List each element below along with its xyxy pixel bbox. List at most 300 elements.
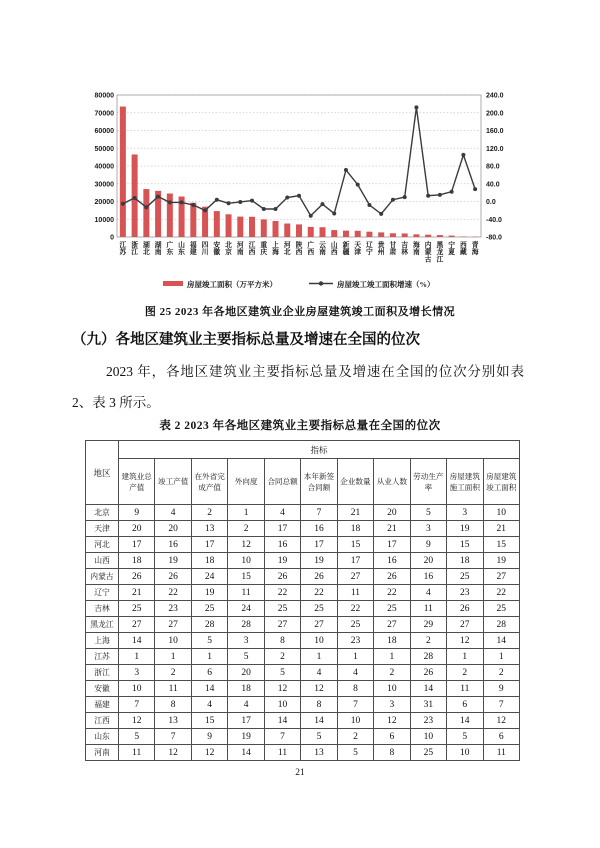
rank-cell: 8 bbox=[301, 697, 337, 713]
row-header-region: 天津 bbox=[86, 521, 119, 537]
bar bbox=[355, 231, 361, 237]
rank-cell: 10 bbox=[447, 745, 483, 761]
column-header: 在外省完成产值 bbox=[191, 459, 227, 505]
rank-cell: 22 bbox=[374, 585, 410, 601]
rank-cell: 15 bbox=[483, 537, 519, 553]
column-header: 建筑业总产值 bbox=[119, 459, 155, 505]
bar bbox=[437, 235, 443, 237]
rank-cell: 1 bbox=[191, 649, 227, 665]
page-number: 21 bbox=[295, 768, 305, 778]
rank-cell: 19 bbox=[264, 553, 300, 569]
row-header-region: 浙江 bbox=[86, 665, 119, 681]
rank-cell: 4 bbox=[191, 697, 227, 713]
column-header: 外向度 bbox=[228, 459, 264, 505]
rank-cell: 5 bbox=[264, 665, 300, 681]
rank-cell: 15 bbox=[191, 713, 227, 729]
rank-cell: 3 bbox=[228, 633, 264, 649]
left-axis-tick: 80000 bbox=[94, 92, 114, 100]
bar bbox=[413, 234, 419, 237]
rank-cell: 2 bbox=[374, 665, 410, 681]
rank-cell: 27 bbox=[374, 617, 410, 633]
table-2-caption: 表 2 2023 年各地区建筑业主要指标总量在全国的位次 bbox=[159, 420, 441, 432]
table-row bbox=[86, 617, 520, 633]
rank-cell: 22 bbox=[483, 585, 519, 601]
table-row bbox=[86, 681, 520, 697]
rank-cell: 2 bbox=[155, 665, 191, 681]
rank-cell: 20 bbox=[228, 665, 264, 681]
rank-cell: 19 bbox=[483, 553, 519, 569]
rank-cell: 16 bbox=[410, 569, 446, 585]
row-header-region: 辽宁 bbox=[86, 585, 119, 601]
bar bbox=[296, 224, 302, 237]
bar bbox=[449, 236, 455, 237]
rank-cell: 4 bbox=[337, 665, 373, 681]
row-header-region: 上海 bbox=[86, 633, 119, 649]
table-row bbox=[86, 697, 520, 713]
line-marker bbox=[250, 199, 254, 203]
bar bbox=[331, 230, 337, 237]
bar bbox=[378, 232, 384, 237]
rank-cell: 17 bbox=[264, 521, 300, 537]
rank-table bbox=[85, 440, 520, 761]
right-axis-tick: 80.0 bbox=[486, 163, 500, 171]
rank-cell: 27 bbox=[119, 617, 155, 633]
rank-cell: 19 bbox=[155, 553, 191, 569]
figure-25-chart bbox=[83, 85, 513, 297]
rank-cell: 26 bbox=[447, 601, 483, 617]
table-row bbox=[86, 633, 520, 649]
rank-cell: 9 bbox=[410, 537, 446, 553]
row-header-region: 内蒙古 bbox=[86, 569, 119, 585]
line-marker bbox=[379, 212, 383, 216]
rank-cell: 4 bbox=[155, 505, 191, 521]
rank-cell: 26 bbox=[264, 569, 300, 585]
x-axis-label: 北京 bbox=[225, 242, 232, 257]
row-header-region: 山东 bbox=[86, 729, 119, 745]
rank-cell: 25 bbox=[301, 601, 337, 617]
bar bbox=[237, 217, 243, 237]
row-header-region: 江西 bbox=[86, 713, 119, 729]
rank-cell: 9 bbox=[483, 681, 519, 697]
row-header-region: 北京 bbox=[86, 505, 119, 521]
rank-cell: 20 bbox=[119, 521, 155, 537]
line-marker bbox=[121, 202, 125, 206]
rank-cell: 25 bbox=[447, 569, 483, 585]
bar-line-chart bbox=[83, 85, 513, 297]
column-header: 从业人数 bbox=[374, 459, 410, 505]
rank-cell: 18 bbox=[119, 553, 155, 569]
line-marker bbox=[426, 194, 430, 198]
rank-cell: 3 bbox=[410, 521, 446, 537]
bar bbox=[143, 189, 149, 237]
x-axis-label: 福建 bbox=[189, 242, 197, 257]
x-axis-label: 青海 bbox=[471, 242, 479, 257]
x-axis-label: 贵州 bbox=[377, 242, 385, 257]
x-axis-label: 湖北 bbox=[142, 242, 150, 257]
line-marker bbox=[320, 202, 324, 206]
rank-cell: 14 bbox=[228, 745, 264, 761]
rank-cell: 6 bbox=[483, 729, 519, 745]
bar bbox=[343, 231, 349, 237]
rank-cell: 5 bbox=[191, 633, 227, 649]
left-axis-tick: 0 bbox=[110, 234, 114, 242]
rank-cell: 5 bbox=[301, 729, 337, 745]
rank-cell: 7 bbox=[483, 697, 519, 713]
rank-cell: 17 bbox=[228, 713, 264, 729]
rank-cell: 5 bbox=[410, 505, 446, 521]
column-header: 企业数量 bbox=[337, 459, 373, 505]
legend-bar-label: 房屋竣工面积（万平方米） bbox=[187, 280, 277, 289]
x-axis-label: 山西 bbox=[330, 242, 338, 257]
legend-line-marker bbox=[319, 281, 323, 285]
line-marker bbox=[168, 200, 172, 204]
x-axis-label: 四川 bbox=[201, 242, 209, 257]
rank-cell: 23 bbox=[337, 633, 373, 649]
rank-cell: 4 bbox=[228, 697, 264, 713]
rank-cell: 12 bbox=[447, 633, 483, 649]
x-axis-label: 黑龙江 bbox=[436, 242, 444, 264]
bar bbox=[284, 224, 290, 237]
rank-cell: 3 bbox=[374, 697, 410, 713]
rank-cell: 6 bbox=[374, 729, 410, 745]
rank-cell: 24 bbox=[191, 569, 227, 585]
rank-cell: 17 bbox=[374, 537, 410, 553]
legend-line-label: 房屋竣工竣工面积增速（%） bbox=[337, 280, 435, 289]
bar bbox=[167, 194, 173, 237]
rank-cell: 21 bbox=[374, 521, 410, 537]
x-axis-label: 陕西 bbox=[295, 242, 303, 257]
table-row bbox=[86, 505, 520, 521]
line-marker bbox=[215, 198, 219, 202]
rank-cell: 26 bbox=[119, 569, 155, 585]
rank-cell: 9 bbox=[191, 729, 227, 745]
table-row bbox=[86, 713, 520, 729]
rank-cell: 15 bbox=[228, 569, 264, 585]
rank-cell: 8 bbox=[155, 697, 191, 713]
right-axis-tick: -40.0 bbox=[486, 216, 502, 224]
table-row bbox=[86, 569, 520, 585]
row-header-region: 福建 bbox=[86, 697, 119, 713]
table-row bbox=[86, 649, 520, 665]
table-row bbox=[86, 521, 520, 537]
x-axis-label: 海南 bbox=[413, 242, 420, 257]
rank-cell: 11 bbox=[228, 585, 264, 601]
rank-table-head bbox=[86, 441, 520, 505]
rank-cell: 1 bbox=[119, 649, 155, 665]
rank-cell: 14 bbox=[191, 681, 227, 697]
row-header-region: 山西 bbox=[86, 553, 119, 569]
x-axis-label: 重庆 bbox=[260, 242, 268, 257]
line-marker bbox=[156, 195, 160, 199]
rank-cell: 28 bbox=[191, 617, 227, 633]
rank-cell: 2 bbox=[191, 505, 227, 521]
bar bbox=[190, 203, 196, 237]
row-header-region: 安徽 bbox=[86, 681, 119, 697]
rank-cell: 8 bbox=[374, 745, 410, 761]
rank-cell: 10 bbox=[119, 681, 155, 697]
rank-cell: 11 bbox=[337, 585, 373, 601]
bar bbox=[425, 235, 431, 237]
rank-cell: 7 bbox=[119, 697, 155, 713]
x-axis-label: 浙江 bbox=[131, 242, 139, 257]
x-axis-label: 河南 bbox=[236, 242, 244, 257]
right-axis-tick: 160.0 bbox=[486, 128, 504, 135]
rank-cell: 9 bbox=[119, 505, 155, 521]
rank-cell: 26 bbox=[155, 569, 191, 585]
rank-cell: 7 bbox=[155, 729, 191, 745]
rank-cell: 1 bbox=[155, 649, 191, 665]
bar bbox=[308, 227, 314, 237]
x-axis-label: 安徽 bbox=[213, 242, 221, 257]
left-axis-tick: 30000 bbox=[94, 181, 114, 189]
rank-cell: 1 bbox=[483, 649, 519, 665]
rank-cell: 1 bbox=[301, 649, 337, 665]
rank-cell: 16 bbox=[155, 537, 191, 553]
rank-cell: 13 bbox=[301, 745, 337, 761]
table-header-group-row bbox=[86, 441, 520, 459]
row-header-region: 吉林 bbox=[86, 601, 119, 617]
rank-cell: 2 bbox=[228, 521, 264, 537]
x-axis-label: 内蒙古 bbox=[424, 242, 432, 264]
rank-cell: 10 bbox=[483, 505, 519, 521]
rank-cell: 10 bbox=[337, 713, 373, 729]
row-header-region: 江苏 bbox=[86, 649, 119, 665]
table-row bbox=[86, 553, 520, 569]
table-row bbox=[86, 729, 520, 745]
rank-cell: 22 bbox=[337, 601, 373, 617]
bar bbox=[319, 227, 325, 237]
line-marker bbox=[438, 193, 442, 197]
rank-cell: 19 bbox=[228, 729, 264, 745]
rank-cell: 26 bbox=[374, 569, 410, 585]
rank-cell: 12 bbox=[191, 745, 227, 761]
rank-cell: 16 bbox=[374, 553, 410, 569]
x-axis-label: 江西 bbox=[248, 242, 256, 257]
x-axis-label: 天津 bbox=[354, 242, 362, 257]
x-axis-label: 吉林 bbox=[401, 242, 409, 257]
rank-cell: 26 bbox=[301, 569, 337, 585]
rank-cell: 27 bbox=[264, 617, 300, 633]
right-axis-tick: 240.0 bbox=[486, 92, 504, 100]
line-marker bbox=[344, 168, 348, 172]
x-axis-label: 上海 bbox=[272, 242, 279, 257]
line-marker bbox=[332, 211, 336, 215]
bar bbox=[249, 217, 255, 237]
rank-cell: 20 bbox=[410, 553, 446, 569]
table-row bbox=[86, 745, 520, 761]
line-marker bbox=[414, 105, 418, 109]
rank-cell: 2 bbox=[264, 649, 300, 665]
rank-cell: 15 bbox=[337, 537, 373, 553]
rank-cell: 1 bbox=[337, 649, 373, 665]
rank-cell: 10 bbox=[301, 633, 337, 649]
rank-cell: 3 bbox=[447, 505, 483, 521]
rank-cell: 27 bbox=[337, 569, 373, 585]
line-marker bbox=[461, 153, 465, 157]
growth-line bbox=[123, 107, 475, 215]
rank-cell: 17 bbox=[301, 537, 337, 553]
right-axis-tick: 0.0 bbox=[486, 199, 496, 206]
left-axis-tick: 60000 bbox=[94, 128, 114, 135]
rank-table-body bbox=[86, 505, 520, 761]
rank-cell: 17 bbox=[119, 537, 155, 553]
x-axis-label: 西藏 bbox=[459, 242, 467, 257]
rank-cell: 13 bbox=[191, 521, 227, 537]
x-axis-label: 河北 bbox=[283, 242, 291, 257]
rank-cell: 7 bbox=[337, 697, 373, 713]
figure-caption: 图 25 2023 年各地区建筑业企业房屋建筑竣工面积及增长情况 bbox=[144, 306, 456, 318]
group-header-indicators: 指标 bbox=[119, 441, 520, 459]
rank-cell: 27 bbox=[301, 617, 337, 633]
x-axis-label: 甘肃 bbox=[389, 242, 397, 257]
rank-cell: 17 bbox=[191, 537, 227, 553]
rank-cell: 5 bbox=[337, 745, 373, 761]
rank-cell: 1 bbox=[447, 649, 483, 665]
rank-cell: 10 bbox=[264, 697, 300, 713]
rank-cell: 11 bbox=[483, 745, 519, 761]
rank-cell: 4 bbox=[264, 505, 300, 521]
left-axis-tick: 10000 bbox=[94, 216, 114, 224]
rank-cell: 28 bbox=[228, 617, 264, 633]
rank-cell: 14 bbox=[264, 713, 300, 729]
rank-cell: 2 bbox=[447, 665, 483, 681]
rank-cell: 25 bbox=[264, 601, 300, 617]
rank-cell: 11 bbox=[155, 681, 191, 697]
rank-cell: 27 bbox=[155, 617, 191, 633]
rank-cell: 12 bbox=[374, 713, 410, 729]
rank-cell: 25 bbox=[410, 745, 446, 761]
rank-cell: 21 bbox=[483, 521, 519, 537]
rank-cell: 16 bbox=[301, 521, 337, 537]
rank-cell: 5 bbox=[228, 649, 264, 665]
line-marker bbox=[133, 196, 137, 200]
rank-cell: 12 bbox=[301, 681, 337, 697]
rank-cell: 4 bbox=[301, 665, 337, 681]
line-marker bbox=[367, 203, 371, 207]
row-header-region: 黑龙江 bbox=[86, 617, 119, 633]
rank-cell: 2 bbox=[337, 729, 373, 745]
rank-cell: 26 bbox=[410, 665, 446, 681]
bar bbox=[214, 211, 220, 237]
row-header-region: 河北 bbox=[86, 537, 119, 553]
left-axis-tick: 50000 bbox=[94, 145, 114, 153]
table-header-sub-row bbox=[86, 459, 520, 505]
bar bbox=[390, 233, 396, 237]
rank-cell: 18 bbox=[228, 681, 264, 697]
rank-cell: 19 bbox=[191, 585, 227, 601]
left-axis-tick: 20000 bbox=[94, 199, 114, 206]
rank-cell: 10 bbox=[374, 681, 410, 697]
line-marker bbox=[227, 201, 231, 205]
line-marker bbox=[473, 187, 477, 191]
rank-cell: 27 bbox=[447, 617, 483, 633]
rank-cell: 14 bbox=[447, 713, 483, 729]
rank-cell: 8 bbox=[264, 633, 300, 649]
x-axis-label: 广西 bbox=[307, 242, 315, 257]
corner-header-region: 地区 bbox=[86, 441, 119, 505]
body-paragraph: 2023 年，各地区建筑业主要指标总量及增速在全国的位次分别如表 2、表 3 所示。 bbox=[72, 364, 524, 410]
table-row bbox=[86, 601, 520, 617]
rank-cell: 12 bbox=[264, 681, 300, 697]
rank-cell: 1 bbox=[374, 649, 410, 665]
right-axis-tick: -80.0 bbox=[486, 234, 502, 242]
rank-cell: 14 bbox=[301, 713, 337, 729]
rank-cell: 11 bbox=[264, 745, 300, 761]
rank-cell: 12 bbox=[483, 713, 519, 729]
rank-cell: 20 bbox=[374, 505, 410, 521]
rank-cell: 14 bbox=[410, 681, 446, 697]
bar bbox=[261, 219, 267, 237]
rank-cell: 11 bbox=[447, 681, 483, 697]
rank-cell: 23 bbox=[447, 585, 483, 601]
line-marker bbox=[180, 200, 184, 204]
rank-cell: 22 bbox=[155, 585, 191, 601]
rank-cell: 23 bbox=[410, 713, 446, 729]
rank-cell: 14 bbox=[119, 633, 155, 649]
x-axis-label: 山东 bbox=[178, 242, 185, 257]
rank-cell: 28 bbox=[483, 617, 519, 633]
rank-cell: 15 bbox=[447, 537, 483, 553]
rank-cell: 12 bbox=[228, 537, 264, 553]
rank-cell: 28 bbox=[410, 649, 446, 665]
rank-cell: 12 bbox=[119, 713, 155, 729]
left-axis-tick: 40000 bbox=[94, 163, 114, 171]
rank-cell: 14 bbox=[483, 633, 519, 649]
line-marker bbox=[262, 207, 266, 211]
line-marker bbox=[285, 196, 289, 200]
rank-cell: 19 bbox=[301, 553, 337, 569]
rank-cell: 18 bbox=[337, 521, 373, 537]
right-axis-tick: 120.0 bbox=[486, 145, 504, 153]
line-marker bbox=[356, 183, 360, 187]
x-axis-label: 辽宁 bbox=[366, 242, 373, 257]
rank-cell: 23 bbox=[155, 601, 191, 617]
x-axis-label: 云南 bbox=[319, 242, 326, 257]
x-axis-label: 新疆 bbox=[342, 242, 350, 257]
rank-cell: 17 bbox=[337, 553, 373, 569]
rank-cell: 1 bbox=[228, 505, 264, 521]
right-axis-tick: 40.0 bbox=[486, 181, 500, 189]
line-marker bbox=[403, 195, 407, 199]
column-header: 本年新签合同额 bbox=[301, 459, 337, 505]
rank-cell: 19 bbox=[447, 521, 483, 537]
rank-cell: 5 bbox=[447, 729, 483, 745]
bar bbox=[120, 107, 126, 237]
bar bbox=[402, 233, 408, 237]
line-marker bbox=[274, 207, 278, 211]
row-header-region: 河南 bbox=[86, 745, 119, 761]
column-header: 房屋建筑竣工面积 bbox=[483, 459, 519, 505]
line-marker bbox=[144, 205, 148, 209]
rank-cell: 3 bbox=[119, 665, 155, 681]
rank-cell: 25 bbox=[191, 601, 227, 617]
rank-cell: 21 bbox=[337, 505, 373, 521]
rank-cell: 25 bbox=[337, 617, 373, 633]
rank-cell: 13 bbox=[155, 713, 191, 729]
column-header: 劳动生产率 bbox=[410, 459, 446, 505]
line-marker bbox=[450, 190, 454, 194]
column-header: 房屋建筑施工面积 bbox=[447, 459, 483, 505]
rank-cell: 12 bbox=[155, 745, 191, 761]
rank-cell: 20 bbox=[155, 521, 191, 537]
rank-cell: 11 bbox=[119, 745, 155, 761]
rank-cell: 7 bbox=[264, 729, 300, 745]
x-axis-label: 宁夏 bbox=[448, 242, 456, 257]
line-marker bbox=[309, 214, 313, 218]
line-marker bbox=[391, 198, 395, 202]
x-axis-label: 江苏 bbox=[119, 242, 127, 257]
line-marker bbox=[238, 200, 242, 204]
